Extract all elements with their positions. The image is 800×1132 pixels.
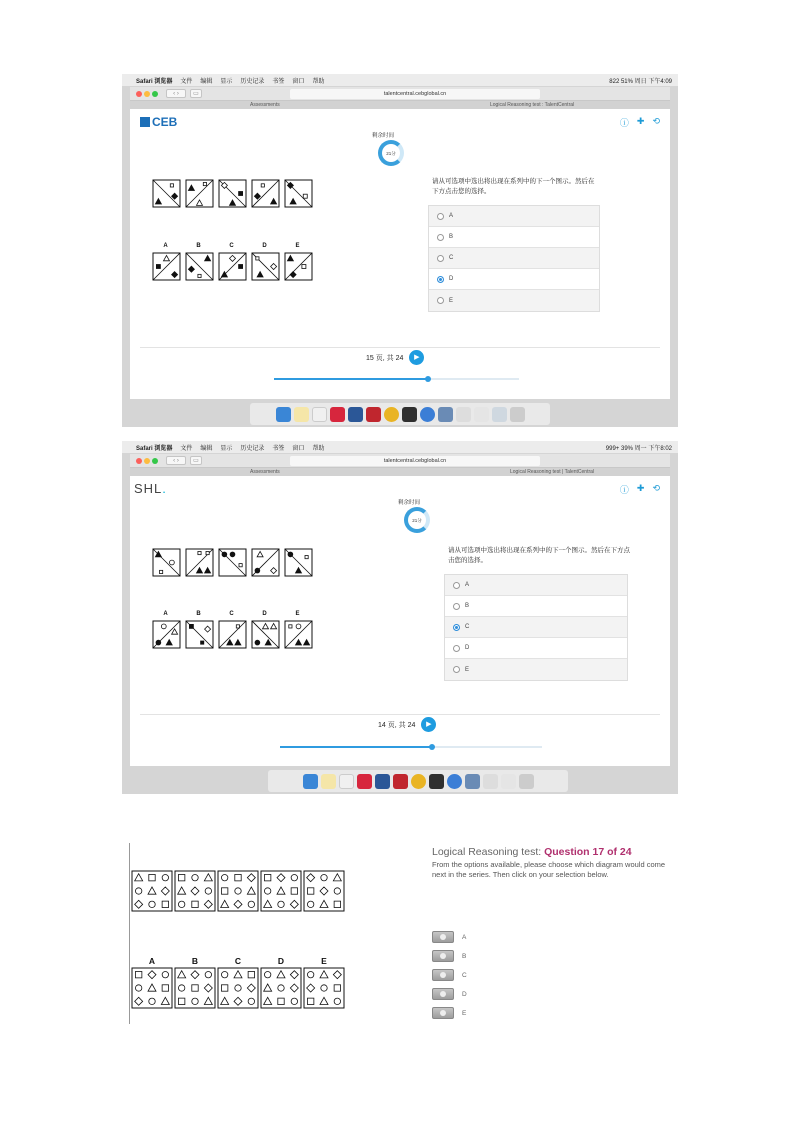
option-c[interactable]: C bbox=[429, 248, 599, 269]
answer-figures bbox=[152, 243, 313, 281]
accessibility-icon[interactable]: ✚ bbox=[636, 116, 645, 126]
mac-menubar bbox=[122, 441, 678, 453]
timer-value: 21分 bbox=[412, 518, 422, 523]
answer-letter: C bbox=[229, 611, 234, 617]
safari-icon[interactable] bbox=[447, 774, 462, 789]
word-icon[interactable] bbox=[375, 774, 390, 789]
divider bbox=[140, 714, 660, 715]
progress-knob bbox=[429, 744, 435, 750]
finder-icon[interactable] bbox=[303, 774, 318, 789]
radio-icon[interactable] bbox=[437, 297, 444, 304]
notes-icon[interactable] bbox=[294, 407, 309, 422]
option-button[interactable] bbox=[432, 931, 454, 943]
series-figure bbox=[152, 548, 313, 577]
timer-ring bbox=[404, 507, 430, 533]
progress-knob bbox=[425, 376, 431, 382]
timer-ring bbox=[378, 140, 404, 166]
menu-bookmarks[interactable]: 书签 bbox=[272, 78, 285, 85]
screenshot-2 bbox=[122, 441, 678, 794]
answer-letter: E bbox=[321, 956, 327, 966]
word-icon[interactable] bbox=[348, 407, 363, 422]
option-button[interactable] bbox=[432, 1007, 454, 1019]
answer-letter: A bbox=[163, 611, 168, 617]
address-bar[interactable]: talentcentral.cebglobal.cn bbox=[290, 89, 540, 99]
menu-window[interactable]: 窗口 bbox=[292, 78, 305, 85]
document-icon[interactable] bbox=[501, 774, 516, 789]
next-button[interactable]: ▶ bbox=[409, 350, 424, 365]
help-icon[interactable]: ⓘ bbox=[619, 118, 629, 128]
answer-letter: C bbox=[234, 956, 242, 966]
finder-icon[interactable] bbox=[276, 407, 291, 422]
answer-figures bbox=[152, 611, 313, 649]
menu-file[interactable]: 文件 bbox=[180, 78, 193, 85]
page-content bbox=[130, 109, 670, 399]
option-button[interactable] bbox=[432, 969, 454, 981]
answer-letter: E bbox=[295, 611, 300, 617]
answer-figure bbox=[152, 252, 313, 281]
exit-icon[interactable]: ⟲ bbox=[652, 483, 660, 493]
timer-label: 剩余时间 bbox=[372, 133, 395, 139]
left-rule bbox=[129, 843, 130, 1024]
timer-label: 剩余时间 bbox=[398, 500, 421, 506]
question-title: Logical Reasoning test: Question 17 of 24 bbox=[432, 846, 632, 858]
document-icon[interactable] bbox=[474, 407, 489, 422]
close-window-button[interactable] bbox=[136, 458, 142, 464]
dock bbox=[268, 770, 568, 792]
pycharm-icon[interactable] bbox=[402, 407, 417, 422]
menu-help[interactable]: 帮助 bbox=[312, 78, 325, 85]
question-number: Question 17 of 24 bbox=[544, 846, 632, 858]
radio-icon[interactable] bbox=[437, 255, 444, 262]
radio-icon[interactable] bbox=[437, 234, 444, 241]
answer-letter: D bbox=[277, 956, 285, 966]
tab-logical-reasoning[interactable]: Logical Reasoning test | TalentCentral bbox=[510, 469, 595, 475]
chrome-icon[interactable] bbox=[411, 774, 426, 789]
answer-figures bbox=[131, 967, 345, 1014]
radio-icon[interactable] bbox=[453, 582, 460, 589]
page-indicator: 15 页, 共 24 bbox=[366, 354, 404, 362]
menu-history[interactable]: 历史记录 bbox=[240, 445, 265, 452]
menu-help[interactable]: 帮助 bbox=[312, 445, 325, 452]
tab-bar bbox=[130, 101, 670, 109]
trash-icon[interactable] bbox=[510, 407, 525, 422]
options-list bbox=[444, 574, 628, 681]
answer-letter: A bbox=[148, 956, 156, 966]
document-icon[interactable] bbox=[483, 774, 498, 789]
option-e[interactable]: E bbox=[445, 659, 627, 680]
document-icon[interactable] bbox=[456, 407, 471, 422]
back-forward-button[interactable]: ‹ › bbox=[166, 89, 186, 98]
answer-letter: B bbox=[196, 243, 201, 249]
menu-window[interactable]: 窗口 bbox=[292, 445, 305, 452]
progress-fill bbox=[274, 378, 428, 380]
exit-icon[interactable]: ⟲ bbox=[652, 116, 660, 126]
browser-toolbar bbox=[130, 87, 670, 101]
trash-icon[interactable] bbox=[519, 774, 534, 789]
divider bbox=[140, 347, 660, 348]
series-figure bbox=[152, 179, 313, 208]
radio-selected-icon[interactable] bbox=[437, 276, 444, 283]
minimize-window-button[interactable] bbox=[144, 458, 150, 464]
option-a[interactable]: A bbox=[445, 575, 627, 596]
app-icon[interactable] bbox=[330, 407, 345, 422]
radio-selected-icon[interactable] bbox=[453, 624, 460, 631]
preview-icon[interactable] bbox=[465, 774, 480, 789]
tab-logical-reasoning[interactable]: Logical Reasoning test : TalentCentral bbox=[490, 102, 575, 108]
close-window-button[interactable] bbox=[136, 91, 142, 97]
radio-icon[interactable] bbox=[453, 645, 460, 652]
option-button[interactable] bbox=[432, 988, 454, 1000]
series-grid bbox=[131, 870, 345, 912]
page-content bbox=[130, 476, 670, 766]
address-bar[interactable]: talentcentral.cebglobal.cn bbox=[290, 456, 540, 466]
sidebar-button[interactable]: ▭ bbox=[190, 89, 202, 98]
progress-fill bbox=[280, 746, 432, 748]
zoom-window-button[interactable] bbox=[152, 458, 158, 464]
radio-icon[interactable] bbox=[453, 603, 460, 610]
back-forward-button[interactable]: ‹ › bbox=[166, 456, 186, 465]
pager bbox=[378, 717, 436, 732]
page-indicator: 14 页, 共 24 bbox=[378, 721, 416, 729]
option-e[interactable]: E bbox=[432, 1007, 466, 1019]
option-b[interactable]: B bbox=[432, 950, 466, 962]
answer-letter: A bbox=[163, 243, 168, 249]
pager bbox=[366, 350, 424, 365]
option-button[interactable] bbox=[432, 950, 454, 962]
calendar-icon[interactable] bbox=[339, 774, 354, 789]
shl-logo: SHL. bbox=[134, 481, 167, 496]
document-icon[interactable] bbox=[492, 407, 507, 422]
mac-menubar bbox=[122, 74, 678, 86]
menu-history[interactable]: 历史记录 bbox=[240, 78, 265, 85]
calendar-icon[interactable] bbox=[312, 407, 327, 422]
option-b[interactable]: B bbox=[429, 227, 599, 248]
next-button[interactable]: ▶ bbox=[421, 717, 436, 732]
zoom-window-button[interactable] bbox=[152, 91, 158, 97]
radio-icon[interactable] bbox=[437, 213, 444, 220]
browser-toolbar bbox=[130, 454, 670, 468]
option-d[interactable]: D bbox=[429, 269, 599, 290]
safari-icon[interactable] bbox=[420, 407, 435, 422]
answer-letter: B bbox=[196, 611, 201, 617]
options-list bbox=[428, 205, 600, 312]
menubar-status: 822 51% 周日 下午4:09 bbox=[609, 78, 672, 85]
dictionary-icon[interactable] bbox=[393, 774, 408, 789]
pycharm-icon[interactable] bbox=[429, 774, 444, 789]
answer-letter: E bbox=[295, 243, 300, 249]
help-icon[interactable]: ⓘ bbox=[619, 485, 629, 495]
app-icon[interactable] bbox=[357, 774, 372, 789]
menu-file[interactable]: 文件 bbox=[180, 445, 193, 452]
answer-letter: D bbox=[262, 611, 267, 617]
option-a[interactable]: A bbox=[429, 206, 599, 227]
answer-letter: C bbox=[229, 243, 234, 249]
option-c[interactable]: C bbox=[432, 969, 467, 981]
ceb-logo: CEB bbox=[140, 115, 177, 129]
menu-app[interactable]: Safari 浏览器 bbox=[136, 445, 173, 452]
question-series bbox=[131, 870, 345, 917]
menu-bookmarks[interactable]: 书签 bbox=[272, 445, 285, 452]
progress-bar bbox=[274, 378, 519, 380]
toolbar-icons bbox=[620, 116, 660, 129]
tab-assessments[interactable]: Assessments bbox=[250, 102, 280, 108]
option-e[interactable]: E bbox=[429, 290, 599, 311]
menu-edit[interactable]: 编辑 bbox=[200, 445, 213, 452]
chrome-icon[interactable] bbox=[384, 407, 399, 422]
question-series bbox=[152, 179, 313, 208]
tab-assessments[interactable]: Assessments bbox=[250, 469, 280, 475]
preview-icon[interactable] bbox=[438, 407, 453, 422]
menu-edit[interactable]: 编辑 bbox=[200, 78, 213, 85]
option-d[interactable]: D bbox=[445, 638, 627, 659]
answer-grid bbox=[131, 967, 345, 1009]
timer-value: 21分 bbox=[386, 151, 396, 156]
question-description: From the options available, please choose which diagram would come next in the series. Then click on your selection below. bbox=[432, 860, 666, 879]
option-b[interactable]: B bbox=[445, 596, 627, 617]
screenshot-1 bbox=[122, 74, 678, 427]
option-a[interactable]: A bbox=[432, 931, 466, 943]
question-series bbox=[152, 548, 313, 577]
radio-icon[interactable] bbox=[453, 666, 460, 673]
answer-figure bbox=[152, 620, 313, 649]
answer-letter: D bbox=[262, 243, 267, 249]
menu-view[interactable]: 显示 bbox=[220, 78, 233, 85]
menubar-status: 999+ 39% 周一 下午8:02 bbox=[605, 445, 672, 452]
dock bbox=[250, 403, 550, 425]
question-prompt: 请从可选项中选出将出现在系列中的下一个图示。然后在下方点击您的选择。 bbox=[432, 178, 595, 195]
menu-view[interactable]: 显示 bbox=[220, 445, 233, 452]
dictionary-icon[interactable] bbox=[366, 407, 381, 422]
sidebar-button[interactable]: ▭ bbox=[190, 456, 202, 465]
toolbar-icons bbox=[620, 483, 660, 496]
minimize-window-button[interactable] bbox=[144, 91, 150, 97]
option-c[interactable]: C bbox=[445, 617, 627, 638]
notes-icon[interactable] bbox=[321, 774, 336, 789]
question-prompt: 请从可选项中选出将出现在系列中的下一个图示。然后在下方点击您的选择。 bbox=[448, 547, 630, 564]
tab-bar bbox=[130, 468, 670, 476]
menu-app[interactable]: Safari 浏览器 bbox=[136, 78, 173, 85]
accessibility-icon[interactable]: ✚ bbox=[636, 483, 645, 493]
answer-letter: B bbox=[191, 956, 199, 966]
progress-bar bbox=[280, 746, 542, 748]
option-d[interactable]: D bbox=[432, 988, 467, 1000]
